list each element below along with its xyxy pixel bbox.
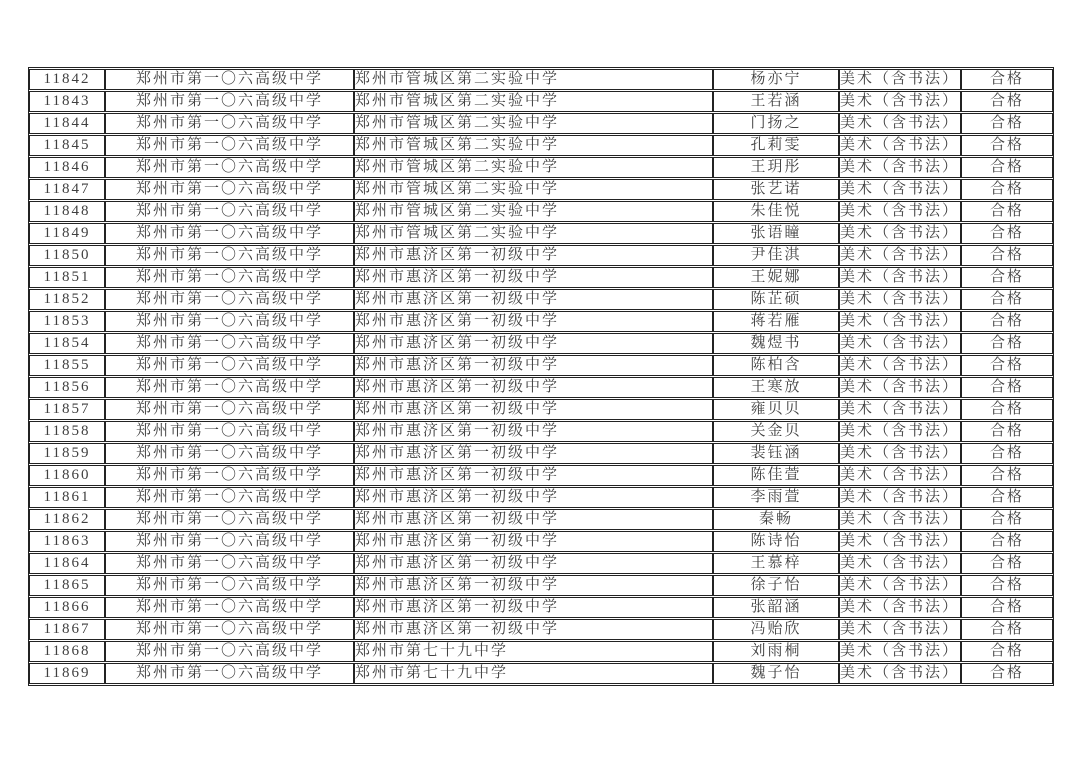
cell-student-name: 朱佳悦 [713, 201, 839, 222]
cell-high-school: 郑州市第一〇六高级中学 [105, 553, 354, 574]
cell-result: 合格 [961, 267, 1053, 288]
cell-middle-school: 郑州市惠济区第一初级中学 [354, 619, 713, 640]
cell-result: 合格 [961, 69, 1053, 90]
cell-middle-school: 郑州市惠济区第一初级中学 [354, 333, 713, 354]
cell-result: 合格 [961, 179, 1053, 200]
cell-student-name: 魏子怡 [713, 663, 839, 684]
cell-seq-number: 11852 [29, 289, 105, 310]
cell-high-school: 郑州市第一〇六高级中学 [105, 531, 354, 552]
cell-high-school: 郑州市第一〇六高级中学 [105, 443, 354, 464]
cell-seq-number: 11854 [29, 333, 105, 354]
table-row [29, 531, 1053, 552]
cell-middle-school: 郑州市惠济区第一初级中学 [354, 355, 713, 376]
cell-high-school: 郑州市第一〇六高级中学 [105, 421, 354, 442]
cell-middle-school: 郑州市第七十九中学 [354, 663, 713, 684]
cell-seq-number: 11842 [29, 69, 105, 90]
cell-result: 合格 [961, 223, 1053, 244]
cell-seq-number: 11868 [29, 641, 105, 662]
cell-subject: 美术（含书法） [839, 465, 961, 486]
cell-student-name: 张艺诺 [713, 179, 839, 200]
cell-result: 合格 [961, 91, 1053, 112]
cell-student-name: 张韶涵 [713, 597, 839, 618]
cell-subject: 美术（含书法） [839, 377, 961, 398]
cell-middle-school: 郑州市管城区第二实验中学 [354, 157, 713, 178]
cell-high-school: 郑州市第一〇六高级中学 [105, 157, 354, 178]
cell-student-name: 王寒放 [713, 377, 839, 398]
table-row [29, 487, 1053, 508]
cell-subject: 美术（含书法） [839, 267, 961, 288]
cell-high-school: 郑州市第一〇六高级中学 [105, 487, 354, 508]
cell-seq-number: 11859 [29, 443, 105, 464]
cell-seq-number: 11847 [29, 179, 105, 200]
cell-high-school: 郑州市第一〇六高级中学 [105, 135, 354, 156]
cell-subject: 美术（含书法） [839, 201, 961, 222]
cell-subject: 美术（含书法） [839, 421, 961, 442]
table-row [29, 179, 1053, 200]
table-row [29, 575, 1053, 596]
cell-student-name: 孔莉雯 [713, 135, 839, 156]
cell-seq-number: 11846 [29, 157, 105, 178]
table-row [29, 641, 1053, 662]
cell-middle-school: 郑州市惠济区第一初级中学 [354, 531, 713, 552]
cell-middle-school: 郑州市惠济区第一初级中学 [354, 311, 713, 332]
cell-seq-number: 11860 [29, 465, 105, 486]
table-row [29, 377, 1053, 398]
cell-subject: 美术（含书法） [839, 509, 961, 530]
cell-high-school: 郑州市第一〇六高级中学 [105, 311, 354, 332]
cell-result: 合格 [961, 113, 1053, 134]
cell-subject: 美术（含书法） [839, 443, 961, 464]
cell-student-name: 蒋若雁 [713, 311, 839, 332]
cell-student-name: 李雨萱 [713, 487, 839, 508]
cell-middle-school: 郑州市惠济区第一初级中学 [354, 597, 713, 618]
cell-subject: 美术（含书法） [839, 597, 961, 618]
cell-subject: 美术（含书法） [839, 113, 961, 134]
table-row [29, 267, 1053, 288]
cell-result: 合格 [961, 355, 1053, 376]
cell-seq-number: 11862 [29, 509, 105, 530]
cell-high-school: 郑州市第一〇六高级中学 [105, 465, 354, 486]
cell-student-name: 杨亦宁 [713, 69, 839, 90]
cell-result: 合格 [961, 575, 1053, 596]
cell-seq-number: 11864 [29, 553, 105, 574]
cell-result: 合格 [961, 399, 1053, 420]
table-row [29, 597, 1053, 618]
cell-subject: 美术（含书法） [839, 333, 961, 354]
cell-subject: 美术（含书法） [839, 311, 961, 332]
table-row [29, 421, 1053, 442]
cell-student-name: 陈诗怡 [713, 531, 839, 552]
cell-student-name: 魏煜书 [713, 333, 839, 354]
cell-subject: 美术（含书法） [839, 553, 961, 574]
table-row [29, 443, 1053, 464]
cell-seq-number: 11869 [29, 663, 105, 684]
cell-result: 合格 [961, 465, 1053, 486]
cell-middle-school: 郑州市惠济区第一初级中学 [354, 487, 713, 508]
cell-seq-number: 11849 [29, 223, 105, 244]
cell-seq-number: 11848 [29, 201, 105, 222]
cell-seq-number: 11853 [29, 311, 105, 332]
cell-result: 合格 [961, 421, 1053, 442]
table-row [29, 311, 1053, 332]
cell-student-name: 秦畅 [713, 509, 839, 530]
cell-middle-school: 郑州市惠济区第一初级中学 [354, 245, 713, 266]
cell-subject: 美术（含书法） [839, 135, 961, 156]
cell-seq-number: 11858 [29, 421, 105, 442]
cell-high-school: 郑州市第一〇六高级中学 [105, 641, 354, 662]
cell-middle-school: 郑州市惠济区第一初级中学 [354, 421, 713, 442]
cell-seq-number: 11851 [29, 267, 105, 288]
cell-seq-number: 11855 [29, 355, 105, 376]
table-row [29, 157, 1053, 178]
table-row [29, 465, 1053, 486]
cell-high-school: 郑州市第一〇六高级中学 [105, 619, 354, 640]
cell-student-name: 王若涵 [713, 91, 839, 112]
cell-seq-number: 11843 [29, 91, 105, 112]
cell-result: 合格 [961, 245, 1053, 266]
table-row [29, 69, 1053, 90]
cell-student-name: 王妮娜 [713, 267, 839, 288]
cell-middle-school: 郑州市惠济区第一初级中学 [354, 465, 713, 486]
cell-student-name: 王玥彤 [713, 157, 839, 178]
cell-high-school: 郑州市第一〇六高级中学 [105, 267, 354, 288]
cell-subject: 美术（含书法） [839, 663, 961, 684]
cell-subject: 美术（含书法） [839, 399, 961, 420]
cell-seq-number: 11844 [29, 113, 105, 134]
table-row [29, 509, 1053, 530]
table-row [29, 135, 1053, 156]
cell-seq-number: 11856 [29, 377, 105, 398]
cell-high-school: 郑州市第一〇六高级中学 [105, 289, 354, 310]
cell-subject: 美术（含书法） [839, 223, 961, 244]
cell-student-name: 王慕梓 [713, 553, 839, 574]
cell-middle-school: 郑州市惠济区第一初级中学 [354, 377, 713, 398]
cell-subject: 美术（含书法） [839, 619, 961, 640]
cell-subject: 美术（含书法） [839, 641, 961, 662]
cell-subject: 美术（含书法） [839, 69, 961, 90]
cell-student-name: 门扬之 [713, 113, 839, 134]
table-row [29, 399, 1053, 420]
cell-middle-school: 郑州市管城区第二实验中学 [354, 201, 713, 222]
cell-seq-number: 11866 [29, 597, 105, 618]
table-row [29, 245, 1053, 266]
cell-high-school: 郑州市第一〇六高级中学 [105, 377, 354, 398]
cell-high-school: 郑州市第一〇六高级中学 [105, 201, 354, 222]
cell-student-name: 雍贝贝 [713, 399, 839, 420]
cell-seq-number: 11850 [29, 245, 105, 266]
cell-result: 合格 [961, 377, 1053, 398]
cell-high-school: 郑州市第一〇六高级中学 [105, 245, 354, 266]
cell-high-school: 郑州市第一〇六高级中学 [105, 179, 354, 200]
cell-middle-school: 郑州市惠济区第一初级中学 [354, 267, 713, 288]
cell-subject: 美术（含书法） [839, 91, 961, 112]
cell-high-school: 郑州市第一〇六高级中学 [105, 91, 354, 112]
cell-student-name: 陈佳萱 [713, 465, 839, 486]
cell-high-school: 郑州市第一〇六高级中学 [105, 509, 354, 530]
cell-high-school: 郑州市第一〇六高级中学 [105, 597, 354, 618]
cell-high-school: 郑州市第一〇六高级中学 [105, 399, 354, 420]
table-row [29, 663, 1053, 684]
table-row [29, 201, 1053, 222]
cell-subject: 美术（含书法） [839, 245, 961, 266]
cell-result: 合格 [961, 553, 1053, 574]
cell-middle-school: 郑州市管城区第二实验中学 [354, 179, 713, 200]
cell-result: 合格 [961, 201, 1053, 222]
cell-student-name: 裴钰涵 [713, 443, 839, 464]
cell-student-name: 刘雨桐 [713, 641, 839, 662]
cell-middle-school: 郑州市惠济区第一初级中学 [354, 509, 713, 530]
cell-result: 合格 [961, 311, 1053, 332]
cell-subject: 美术（含书法） [839, 487, 961, 508]
cell-student-name: 张语瞳 [713, 223, 839, 244]
cell-student-name: 陈柏含 [713, 355, 839, 376]
cell-high-school: 郑州市第一〇六高级中学 [105, 69, 354, 90]
table-row [29, 333, 1053, 354]
results-table-body [29, 69, 1053, 684]
cell-subject: 美术（含书法） [839, 179, 961, 200]
cell-high-school: 郑州市第一〇六高级中学 [105, 113, 354, 134]
cell-result: 合格 [961, 157, 1053, 178]
cell-result: 合格 [961, 289, 1053, 310]
cell-result: 合格 [961, 509, 1053, 530]
table-row [29, 619, 1053, 640]
results-table [28, 67, 1054, 686]
cell-subject: 美术（含书法） [839, 355, 961, 376]
cell-middle-school: 郑州市惠济区第一初级中学 [354, 399, 713, 420]
table-row [29, 355, 1053, 376]
cell-seq-number: 11857 [29, 399, 105, 420]
cell-high-school: 郑州市第一〇六高级中学 [105, 663, 354, 684]
cell-seq-number: 11845 [29, 135, 105, 156]
cell-seq-number: 11863 [29, 531, 105, 552]
cell-middle-school: 郑州市惠济区第一初级中学 [354, 289, 713, 310]
cell-result: 合格 [961, 619, 1053, 640]
cell-middle-school: 郑州市管城区第二实验中学 [354, 69, 713, 90]
cell-middle-school: 郑州市惠济区第一初级中学 [354, 553, 713, 574]
cell-middle-school: 郑州市管城区第二实验中学 [354, 91, 713, 112]
table-row [29, 113, 1053, 134]
cell-seq-number: 11867 [29, 619, 105, 640]
cell-student-name: 冯贻欣 [713, 619, 839, 640]
cell-middle-school: 郑州市管城区第二实验中学 [354, 135, 713, 156]
cell-subject: 美术（含书法） [839, 575, 961, 596]
cell-result: 合格 [961, 531, 1053, 552]
cell-subject: 美术（含书法） [839, 157, 961, 178]
table-row [29, 289, 1053, 310]
table-row [29, 553, 1053, 574]
table-row [29, 223, 1053, 244]
cell-result: 合格 [961, 663, 1053, 684]
cell-result: 合格 [961, 135, 1053, 156]
cell-student-name: 尹佳淇 [713, 245, 839, 266]
cell-result: 合格 [961, 597, 1053, 618]
table-row [29, 91, 1053, 112]
cell-high-school: 郑州市第一〇六高级中学 [105, 575, 354, 596]
cell-student-name: 关金贝 [713, 421, 839, 442]
cell-student-name: 陈芷硕 [713, 289, 839, 310]
cell-result: 合格 [961, 641, 1053, 662]
cell-middle-school: 郑州市管城区第二实验中学 [354, 113, 713, 134]
cell-student-name: 徐子怡 [713, 575, 839, 596]
cell-result: 合格 [961, 333, 1053, 354]
cell-subject: 美术（含书法） [839, 531, 961, 552]
cell-subject: 美术（含书法） [839, 289, 961, 310]
cell-result: 合格 [961, 443, 1053, 464]
cell-middle-school: 郑州市惠济区第一初级中学 [354, 443, 713, 464]
cell-high-school: 郑州市第一〇六高级中学 [105, 355, 354, 376]
cell-middle-school: 郑州市惠济区第一初级中学 [354, 575, 713, 596]
cell-middle-school: 郑州市管城区第二实验中学 [354, 223, 713, 244]
cell-high-school: 郑州市第一〇六高级中学 [105, 333, 354, 354]
cell-result: 合格 [961, 487, 1053, 508]
cell-seq-number: 11861 [29, 487, 105, 508]
cell-seq-number: 11865 [29, 575, 105, 596]
cell-high-school: 郑州市第一〇六高级中学 [105, 223, 354, 244]
cell-middle-school: 郑州市第七十九中学 [354, 641, 713, 662]
